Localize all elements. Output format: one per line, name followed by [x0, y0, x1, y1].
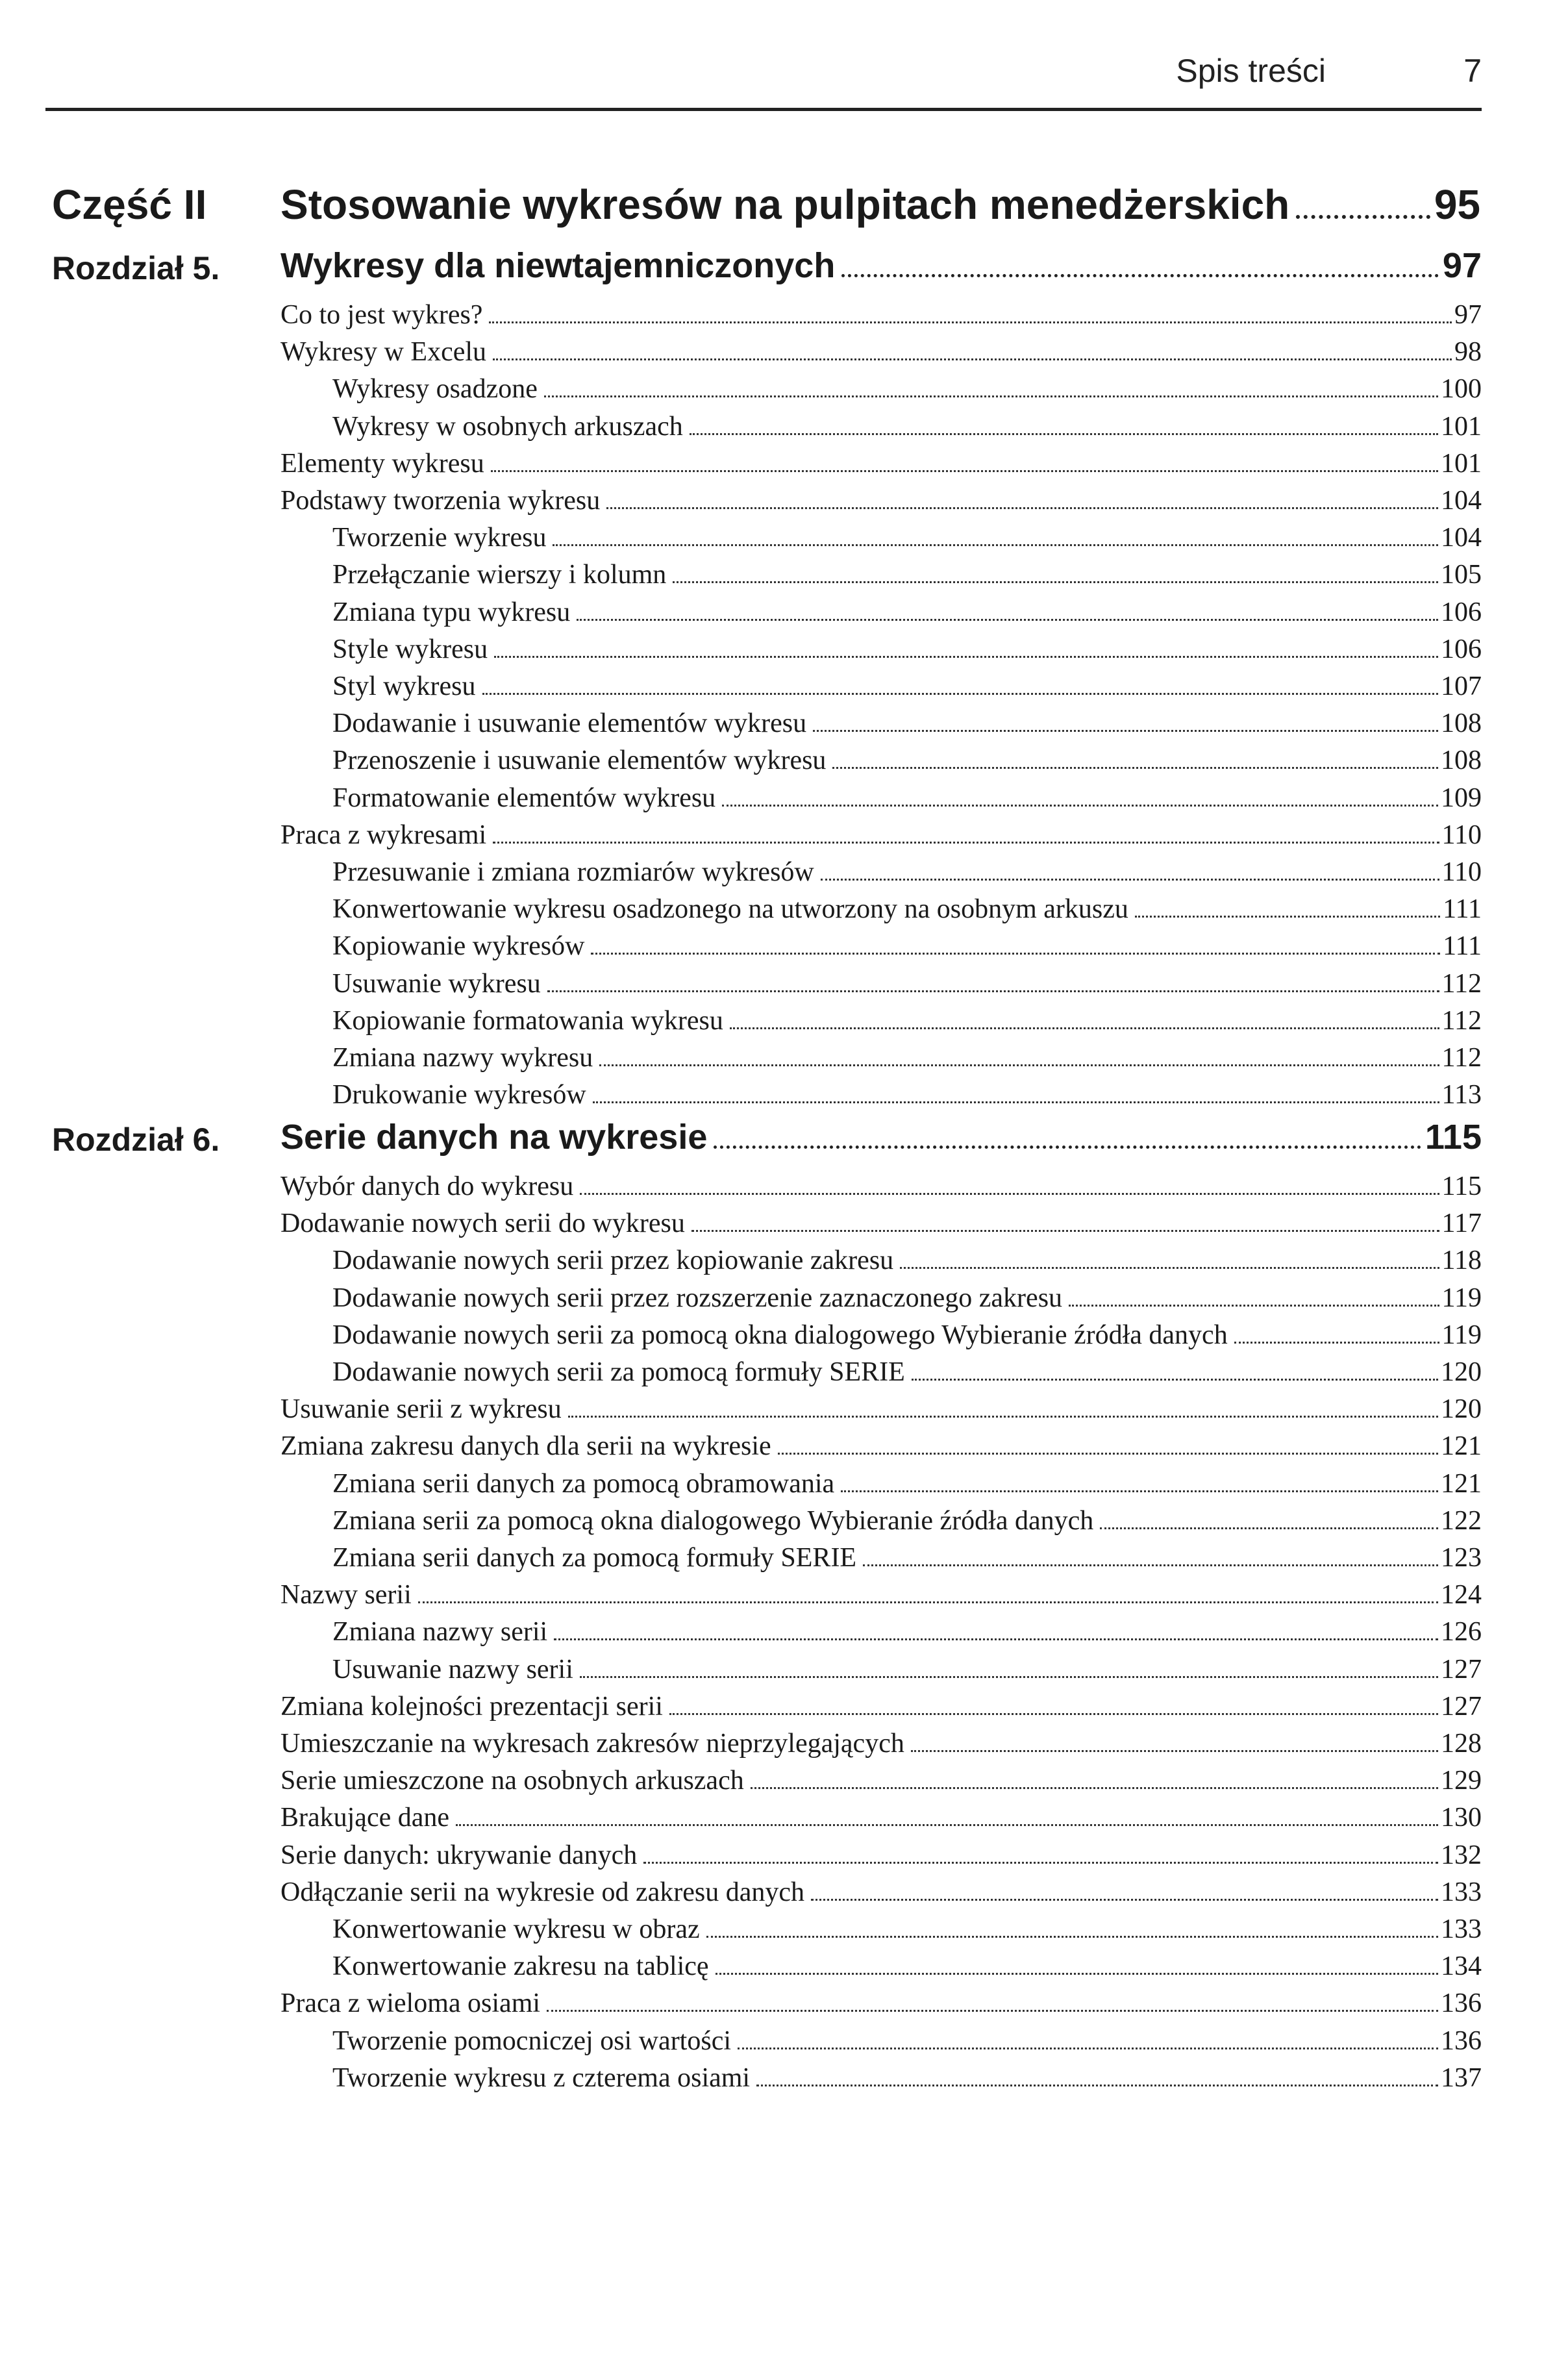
toc-entry[interactable] [332, 710, 1482, 741]
toc-entry[interactable] [280, 1396, 1482, 1427]
toc-entry-page: 122 [1441, 1505, 1482, 1536]
toc-entry-text: Kopiowanie wykresów [332, 931, 585, 962]
dot-leader [690, 433, 1438, 435]
dot-leader [1296, 215, 1430, 219]
toc-entry[interactable] [332, 1007, 1482, 1038]
toc-entry[interactable] [332, 1247, 1482, 1278]
toc-entry[interactable] [332, 1916, 1482, 1947]
dot-leader [821, 879, 1439, 881]
chapter-page: 97 [1442, 246, 1482, 285]
dot-leader [554, 1638, 1438, 1640]
part-title: Stosowanie wykresów na pulpitach menedżerskich [280, 181, 1290, 228]
dot-leader [722, 805, 1438, 807]
toc-entry-page: 128 [1441, 1729, 1482, 1759]
dot-leader [673, 581, 1438, 583]
toc-entry-page: 108 [1441, 745, 1482, 776]
toc-entry-page: 108 [1441, 708, 1482, 739]
dot-leader [811, 1899, 1438, 1901]
dot-leader [738, 2048, 1438, 2049]
toc-entry[interactable] [332, 1321, 1482, 1353]
toc-entry-text: Dodawanie i usuwanie elementów wykresu [332, 708, 807, 739]
toc-entry-page: 117 [1441, 1209, 1482, 1239]
toc-entry-text: Zmiana serii za pomocą okna dialogowego Wybieranie źródła danych [332, 1505, 1094, 1536]
toc-entry-text: Dodawanie nowych serii do wykresu [280, 1209, 685, 1239]
toc-entry-text: Serie umieszczone na osobnych arkuszach [280, 1766, 744, 1796]
toc-entry-page: 104 [1441, 523, 1482, 553]
dot-leader [580, 1193, 1439, 1195]
toc-entry-page: 134 [1441, 1951, 1482, 1982]
page-header [45, 52, 1482, 114]
dot-leader [1234, 1342, 1439, 1344]
toc-entry[interactable] [332, 413, 1482, 444]
toc-entry-page: 130 [1441, 1803, 1482, 1833]
toc-entry-text: Kopiowanie formatowania wykresu [332, 1005, 723, 1036]
toc-entry[interactable] [332, 970, 1482, 1001]
toc-entry[interactable] [332, 561, 1482, 592]
dot-leader [714, 1146, 1421, 1149]
toc-entry-page: 115 [1441, 1171, 1482, 1201]
toc-entry-text: Zmiana typu wykresu [332, 597, 571, 627]
toc-entry-page: 112 [1441, 1005, 1482, 1036]
chapter-page: 115 [1425, 1118, 1482, 1157]
part-heading [52, 181, 1480, 229]
toc-entry-text: Elementy wykresu [280, 448, 484, 479]
dot-leader [456, 1824, 1438, 1826]
toc-entry-text: Wybór danych do wykresu [280, 1171, 574, 1201]
dot-leader [491, 470, 1438, 472]
toc-entry-text: Zmiana nazwy serii [332, 1617, 548, 1647]
dot-leader [593, 1101, 1439, 1103]
toc-entry-text: Przenoszenie i usuwanie elementów wykresu [332, 745, 827, 776]
toc-entry-page: 112 [1441, 968, 1482, 999]
toc-entry[interactable] [280, 1879, 1482, 1910]
toc-entry[interactable] [280, 487, 1482, 518]
toc-entry-page: 107 [1441, 671, 1482, 701]
toc-entry-text: Formatowanie elementów wykresu [332, 783, 716, 813]
dot-leader [482, 693, 1439, 695]
toc-entry-page: 97 [1454, 300, 1482, 330]
dot-leader [706, 1936, 1438, 1938]
toc-entry[interactable] [332, 673, 1482, 704]
toc-entry-page: 121 [1441, 1468, 1482, 1499]
dot-leader [691, 1230, 1439, 1232]
toc-entry-page: 109 [1441, 783, 1482, 813]
dot-leader [756, 2085, 1438, 2086]
part-title-row [280, 181, 1480, 229]
toc-entry-text: Dodawanie nowych serii za pomocą okna dialogowego Wybieranie źródła danych [332, 1320, 1228, 1350]
dot-leader [643, 1862, 1438, 1864]
toc-entry-page: 127 [1441, 1654, 1482, 1684]
dot-leader [591, 953, 1440, 955]
toc-entry-text: Zmiana serii danych za pomocą formuły SERIE [332, 1543, 857, 1573]
toc-entry[interactable] [332, 1656, 1482, 1687]
toc-entry-page: 126 [1441, 1617, 1482, 1647]
toc-entry-page: 101 [1441, 411, 1482, 442]
toc-entry-page: 136 [1441, 1988, 1482, 2019]
toc-entry-text: Usuwanie nazwy serii [332, 1654, 573, 1684]
toc-entry-text: Wykresy w osobnych arkuszach [332, 411, 683, 442]
toc-entry-text: Drukowanie wykresów [332, 1080, 586, 1110]
toc-entry-page: 121 [1441, 1431, 1482, 1462]
toc-entry-page: 120 [1441, 1394, 1482, 1425]
toc-entry-page: 119 [1441, 1283, 1482, 1313]
toc-entry-page: 123 [1441, 1543, 1482, 1573]
toc-entry-text: Konwertowanie wykresu w obraz [332, 1914, 700, 1944]
toc-entry-text: Konwertowanie wykresu osadzonego na utworzony na osobnym arkuszu [332, 894, 1128, 925]
toc-entry[interactable] [280, 1693, 1482, 1724]
dot-leader [832, 767, 1438, 769]
chapter-label: Rozdział 5. [52, 250, 220, 286]
dot-leader [863, 1564, 1438, 1566]
toc-entry-page: 104 [1441, 486, 1482, 516]
dot-leader [568, 1416, 1438, 1418]
part-label: Część II [52, 181, 207, 228]
toc-entry[interactable] [332, 1470, 1482, 1501]
toc-entry[interactable] [332, 895, 1482, 927]
dot-leader [841, 1490, 1438, 1492]
chapter-title: Serie danych na wykresie [280, 1118, 708, 1157]
dot-leader [730, 1027, 1439, 1029]
toc-entry-page: 124 [1441, 1580, 1482, 1610]
toc-entry[interactable] [280, 1767, 1482, 1798]
toc-entry-page: 120 [1441, 1357, 1482, 1387]
chapter-title-row[interactable] [280, 245, 1482, 286]
toc-entry[interactable] [280, 821, 1482, 853]
toc-entry-page: 129 [1441, 1766, 1482, 1796]
dot-leader [418, 1601, 1438, 1603]
toc-entry-page: 110 [1441, 820, 1482, 850]
toc-entry[interactable] [332, 599, 1482, 630]
dot-leader [606, 507, 1438, 509]
toc-entry[interactable] [332, 1507, 1482, 1538]
dot-leader [813, 730, 1438, 732]
dot-leader [751, 1787, 1438, 1789]
toc-entry[interactable] [332, 1081, 1482, 1112]
toc-entry-page: 110 [1441, 857, 1482, 887]
toc-entry-text: Usuwanie wykresu [332, 968, 541, 999]
toc-entry-text: Odłączanie serii na wykresie od zakresu danych [280, 1877, 804, 1907]
dot-leader [553, 544, 1438, 546]
toc-entry-page: 113 [1441, 1080, 1482, 1110]
toc-entry-text: Zmiana nazwy wykresu [332, 1043, 593, 1073]
toc-entry-page: 133 [1441, 1877, 1482, 1907]
toc-entry[interactable] [332, 1618, 1482, 1649]
dot-leader [900, 1267, 1439, 1269]
dot-leader [544, 395, 1438, 397]
dot-leader [1135, 916, 1440, 918]
dot-leader [547, 990, 1439, 992]
toc-entry[interactable] [332, 375, 1482, 407]
dot-leader [577, 619, 1438, 621]
toc-entry[interactable] [332, 1044, 1482, 1075]
dot-leader [912, 1379, 1438, 1381]
toc-entry-page: 133 [1441, 1914, 1482, 1944]
toc-entry[interactable] [280, 1581, 1482, 1612]
toc-entry[interactable] [332, 1953, 1482, 1984]
toc-entry[interactable] [332, 784, 1482, 816]
toc-entry-text: Zmiana zakresu danych dla serii na wykresie [280, 1431, 771, 1462]
toc-entry-text: Nazwy serii [280, 1580, 412, 1610]
toc-entry-text: Style wykresu [332, 634, 488, 664]
toc-entry[interactable] [280, 1990, 1482, 2021]
toc-entry[interactable] [280, 301, 1482, 332]
toc-entry[interactable] [280, 1804, 1482, 1835]
toc-entry-page: 127 [1441, 1691, 1482, 1722]
toc-entry-page: 106 [1441, 634, 1482, 664]
toc-entry-text: Dodawanie nowych serii przez rozszerzenie zaznaczonego zakresu [332, 1283, 1063, 1313]
toc-entry-text: Brakujące dane [280, 1803, 450, 1833]
toc-entry[interactable] [332, 636, 1482, 667]
toc-entry-text: Co to jest wykres? [280, 300, 483, 330]
toc-entry-text: Przesuwanie i zmiana rozmiarów wykresów [332, 857, 814, 887]
toc-entry-text: Wykresy osadzone [332, 374, 538, 405]
toc-entry-text: Usuwanie serii z wykresu [280, 1394, 562, 1425]
running-header-title: Spis treści [1176, 53, 1326, 89]
toc-entry[interactable] [332, 2027, 1482, 2059]
toc-entry[interactable] [332, 1284, 1482, 1316]
toc-entry[interactable] [332, 933, 1482, 964]
dot-leader [489, 321, 1452, 323]
toc-entry[interactable] [332, 1359, 1482, 1390]
toc-entry-text: Zmiana kolejności prezentacji serii [280, 1691, 663, 1722]
chapter-label: Rozdział 6. [52, 1121, 220, 1158]
toc-entry-text: Serie danych: ukrywanie danych [280, 1840, 638, 1870]
dot-leader [716, 1973, 1438, 1975]
toc-entry[interactable] [332, 747, 1482, 778]
toc-entry[interactable] [280, 1842, 1482, 1873]
dot-leader [493, 358, 1452, 360]
toc-entry-text: Przełączanie wierszy i kolumn [332, 560, 667, 590]
toc-entry[interactable] [332, 2064, 1482, 2096]
toc-entry-text: Tworzenie pomocniczej osi wartości [332, 2025, 732, 2056]
toc-entry-text: Dodawanie nowych serii za pomocą formuły SERIE [332, 1357, 905, 1387]
toc-entry[interactable] [280, 338, 1482, 369]
toc-entry-page: 136 [1441, 2025, 1482, 2056]
dot-leader [494, 656, 1438, 658]
chapter-title-row[interactable] [280, 1117, 1482, 1157]
dot-leader [547, 2010, 1438, 2012]
toc-entry-text: Tworzenie wykresu [332, 523, 547, 553]
toc-entry-text: Umieszczanie na wykresach zakresów nieprzylegających [280, 1729, 904, 1759]
toc-entry-text: Praca z wykresami [280, 820, 487, 850]
dot-leader [1069, 1305, 1439, 1307]
toc-entry-text: Podstawy tworzenia wykresu [280, 486, 601, 516]
toc-entry-text: Dodawanie nowych serii przez kopiowanie zakresu [332, 1246, 894, 1276]
toc-entry[interactable] [332, 858, 1482, 890]
toc-entry-page: 132 [1441, 1840, 1482, 1870]
toc-entry-page: 111 [1443, 894, 1482, 925]
dot-leader [580, 1676, 1438, 1678]
toc-entry[interactable] [280, 1210, 1482, 1241]
toc-entry-page: 106 [1441, 597, 1482, 627]
dot-leader [841, 274, 1439, 277]
toc-entry-page: 101 [1441, 448, 1482, 479]
toc-entry-text: Konwertowanie zakresu na tablicę [332, 1951, 709, 1982]
chapter-title: Wykresy dla niewtajemniczonych [280, 246, 836, 285]
toc-entry-text: Tworzenie wykresu z czterema osiami [332, 2062, 751, 2093]
toc-entry-page: 119 [1441, 1320, 1482, 1350]
toc-entry-page: 111 [1443, 931, 1482, 962]
toc-entry[interactable] [280, 450, 1482, 481]
part-page: 95 [1434, 181, 1480, 228]
dot-leader [599, 1064, 1439, 1066]
toc-entry-text: Zmiana serii danych za pomocą obramowania [332, 1468, 835, 1499]
toc-entry-page: 100 [1441, 374, 1482, 405]
toc-entry-text: Wykresy w Excelu [280, 337, 487, 368]
dot-leader [493, 842, 1439, 844]
dot-leader [1100, 1527, 1438, 1529]
toc-entry[interactable] [280, 1173, 1482, 1204]
dot-leader [669, 1713, 1438, 1715]
toc-entry[interactable] [332, 1544, 1482, 1575]
header-rule [45, 108, 1482, 111]
toc-entry[interactable] [332, 524, 1482, 555]
toc-entry-page: 105 [1441, 560, 1482, 590]
toc-entry-text: Praca z wieloma osiami [280, 1988, 541, 2019]
dot-leader [778, 1453, 1438, 1455]
toc-entry[interactable] [280, 1730, 1482, 1761]
dot-leader [911, 1750, 1438, 1752]
toc-entry-page: 137 [1441, 2062, 1482, 2093]
toc-entry-page: 112 [1441, 1043, 1482, 1073]
page-number: 7 [1463, 53, 1482, 89]
toc-entry-text: Styl wykresu [332, 671, 476, 701]
toc-entry-page: 118 [1441, 1246, 1482, 1276]
toc-entry[interactable] [280, 1433, 1482, 1464]
toc-entry-page: 98 [1454, 337, 1482, 368]
